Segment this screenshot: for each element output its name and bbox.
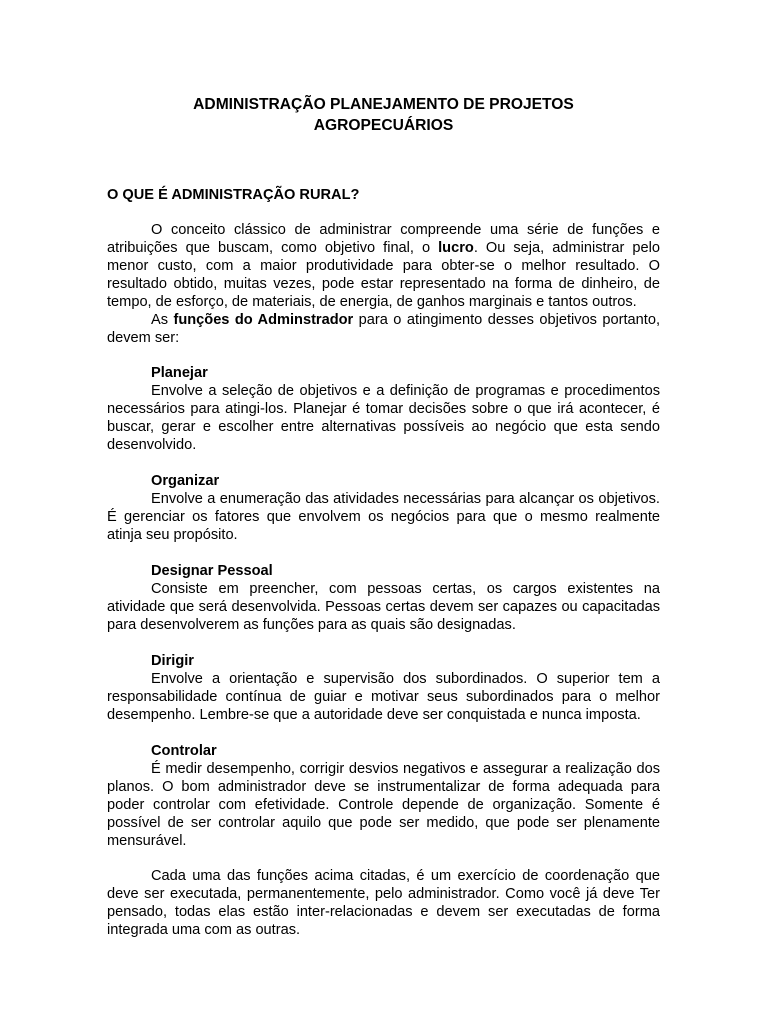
function-text: É medir desempenho, corrigir desvios negativos e assegurar a realização dos planos. O bom administrador deve se instrumentalizar de forma adequada para poder controlar com efetividade. Controle depende de organização. Somente é possível de ser controlar aquilo que pode ser medido, que pode ser plenamente mensurável.	[107, 761, 660, 849]
intro-paragraph-2	[107, 311, 660, 347]
function-text: Envolve a seleção de objetivos e a definição de programas e procedimentos necessários para atingi-los. Planejar é tomar decisões sobre o que irá acontecer, é buscar, gerar e escolher entre alternativas possíveis ao negócio que esta sendo desenvolvido.	[107, 383, 660, 453]
function-designar-pessoal	[107, 562, 660, 634]
document-page	[107, 94, 660, 939]
function-title: Planejar	[151, 365, 208, 381]
closing-paragraph: Cada uma das funções acima citadas, é um exercício de coordenação que deve ser executada, permanentemente, pelo administrador. Como você já deve Ter pensado, todas elas estão inter-relacionadas e devem ser executadas de forma integrada uma com as outras.	[107, 868, 660, 938]
function-planejar	[107, 364, 660, 454]
intro-p1-text: O conceito clássico de administrar compreende uma série de funções e atribuições que buscam, como objetivo final, o	[107, 222, 660, 256]
function-title: Organizar	[151, 473, 220, 489]
title-line-1: ADMINISTRAÇÃO PLANEJAMENTO DE PROJETOS	[193, 96, 574, 113]
function-organizar	[107, 472, 660, 544]
section-heading: O QUE É ADMINISTRAÇÃO RURAL?	[107, 187, 360, 203]
intro-paragraph-1	[107, 221, 660, 311]
function-text: Envolve a enumeração das atividades necessárias para alcançar os objetivos. É gerenciar os fatores que envolvem os negócios para que o mesmo realmente atinja seu propósito.	[107, 491, 660, 543]
title-line-2: AGROPECUÁRIOS	[313, 117, 454, 134]
intro-p2-bold: funções do Adminstrador	[173, 312, 354, 328]
function-text: Consiste em preencher, com pessoas certas, os cargos existentes na atividade que será desenvolvida. Pessoas certas devem ser capazes ou capacitadas para desenvolverem as funções para as quais são designadas.	[107, 581, 660, 633]
function-text: Envolve a orientação e supervisão dos subordinados. O superior tem a responsabilidade contínua de guiar e motivar seus subordinados para o melhor desempenho. Lembre-se que a autoridade deve ser conquistada e nunca imposta.	[107, 671, 660, 723]
function-controlar	[107, 742, 660, 850]
intro-section	[107, 221, 660, 347]
function-title: Designar Pessoal	[151, 563, 273, 579]
intro-p1-text-end: . Ou seja, administrar pelo menor custo, com a maior produtividade para obter-se o melhor resultado. O resultado obtido, muitas vezes, pode estar representado na forma de dinheiro, de tempo, de esforço, de materiais, de energia, de ganhos marginais e tantos outros.	[107, 240, 660, 310]
function-dirigir	[107, 652, 660, 724]
intro-p2-text-end: para o atingimento desses objetivos portanto, devem ser:	[107, 312, 661, 346]
intro-p2-text: As	[151, 312, 174, 328]
intro-p1-bold: lucro	[438, 240, 474, 256]
document-title	[107, 94, 660, 136]
function-title: Controlar	[151, 743, 217, 759]
function-title: Dirigir	[151, 653, 194, 669]
